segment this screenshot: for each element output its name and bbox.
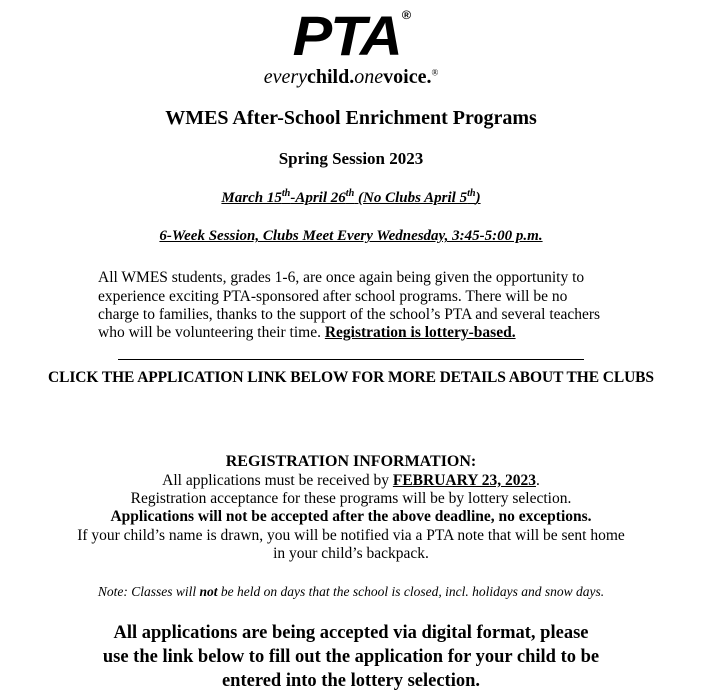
dates-ordinal-1: th xyxy=(281,188,291,200)
no-exceptions-line: Applications will not be accepted after the above deadline, no exceptions. xyxy=(110,508,592,526)
pta-logo xyxy=(0,0,702,88)
meeting-schedule xyxy=(0,227,702,245)
pta-wordmark-icon xyxy=(292,4,411,67)
tagline-registered-icon: ® xyxy=(431,67,439,78)
registration-information-section xyxy=(0,453,702,563)
dates-start: March 15 xyxy=(221,190,282,207)
program-dates xyxy=(0,189,702,207)
horizontal-rule xyxy=(118,359,584,360)
closure-note xyxy=(0,584,702,600)
dates-closeparen: ) xyxy=(475,190,481,207)
digital-application-paragraph: All applications are being accepted via digital format, please use the link below to fill out the application for your child to be entered into the lottery selection. xyxy=(102,623,600,691)
lottery-selection-line: Registration acceptance for these programs will be by lottery selection. xyxy=(130,490,572,508)
divider-wrap xyxy=(118,359,584,360)
deadline-suffix: . xyxy=(535,471,540,489)
lottery-based-emphasis: Registration is lottery-based. xyxy=(324,323,516,341)
intro-paragraph-text: All WMES students, grades 1-6, are once again being given the opportunity to experience exciting PTA-sponsored after school programs. There will be no charge to families, thanks to the support of the school’s PTA and several teachers who will be volunteering their time. xyxy=(98,269,601,341)
intro-paragraph xyxy=(98,269,604,342)
dates-exception: (No Clubs April 5 xyxy=(354,190,468,207)
deadline-date: FEBRUARY 23, 2023 xyxy=(392,471,536,489)
page-title: WMES After-School Enrichment Programs xyxy=(165,107,537,129)
note-emphasis: not xyxy=(199,584,218,600)
dates-ordinal-2: th xyxy=(345,188,355,200)
note-suffix: be held on days that the school is closed, incl. holidays and snow days. xyxy=(217,584,605,600)
notification-line-2: in your child’s backpack. xyxy=(273,544,429,562)
notification-line-1: If your child’s name is drawn, you will be notified via a PTA note that will be sent home xyxy=(77,526,625,544)
tagline-one: one xyxy=(354,66,384,88)
note-prefix: Note: Classes will xyxy=(97,584,200,600)
dates-end: -April 26 xyxy=(290,190,346,207)
pta-wordmark-text: PTA xyxy=(292,4,401,67)
registered-trademark-icon: ® xyxy=(401,8,411,23)
deadline-prefix: All applications must be received by xyxy=(162,471,393,489)
dates-ordinal-3: th xyxy=(467,188,476,200)
tagline-child: child. xyxy=(307,66,355,88)
application-link-callout: CLICK THE APPLICATION LINK BELOW FOR MORE DETAILS ABOUT THE CLUBS xyxy=(48,368,654,386)
tagline-voice: voice. xyxy=(383,66,432,88)
meeting-schedule-text: 6-Week Session, Clubs Meet Every Wednesday, 3:45-5:00 p.m. xyxy=(159,228,543,245)
registration-heading: REGISTRATION INFORMATION: xyxy=(225,452,477,470)
registration-deadline-line xyxy=(0,472,702,490)
pta-tagline xyxy=(0,66,702,88)
session-subtitle: Spring Session 2023 xyxy=(278,149,424,168)
tagline-every: every xyxy=(263,66,307,88)
